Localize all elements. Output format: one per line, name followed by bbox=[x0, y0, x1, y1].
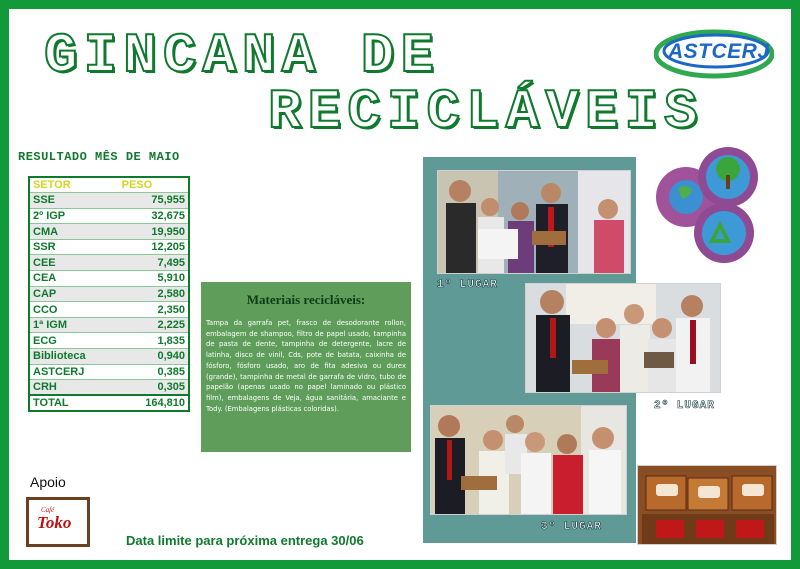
table-row bbox=[29, 364, 189, 380]
row-setor: 2º IGP bbox=[29, 208, 119, 224]
toko-name-text: Toko bbox=[37, 513, 72, 532]
row-peso: 0,385 bbox=[119, 364, 189, 380]
row-setor: CAP bbox=[29, 286, 119, 302]
deadline-text: Data limite para próxima entrega 30/06 bbox=[126, 533, 364, 548]
row-setor: 1ª IGM bbox=[29, 317, 119, 333]
total-value: 164,810 bbox=[119, 395, 189, 411]
table-row bbox=[29, 224, 189, 240]
row-setor: CMA bbox=[29, 224, 119, 240]
row-setor: CCO bbox=[29, 302, 119, 318]
row-peso: 0,305 bbox=[119, 380, 189, 396]
first-place-label: 1º LUGAR bbox=[437, 279, 498, 291]
total-label: TOTAL bbox=[29, 395, 119, 411]
astcerj-logo bbox=[654, 24, 774, 84]
materials-text: Tampa da garrafa pet, frasco de desodorante rollon, embalagem de shampoo, filtro de papel usado, tampinha de pasta de dente, tampinha de detergente, lacre de latinha, disco de vinil, Cds, pote de batata, caixinha de fósforo, fósforo usado, aro de fita adesiva ou durex (grande), tampinha de metal de garrafa de vidro, tubo de papelão (apenas usado no papel laminado ou plástico film), embalagens de Veja, água sanitária, amaciante e Tody. (Embalagens plásticas coloridas). bbox=[206, 319, 406, 413]
row-peso: 7,495 bbox=[119, 255, 189, 271]
recycle-icon bbox=[650, 145, 760, 275]
row-peso: 5,910 bbox=[119, 271, 189, 287]
row-peso: 0,940 bbox=[119, 349, 189, 365]
toko-products-photo bbox=[637, 465, 777, 545]
recycling-badges bbox=[650, 145, 760, 275]
row-setor: CEA bbox=[29, 271, 119, 287]
group-photo-image bbox=[526, 284, 721, 393]
row-peso: 75,955 bbox=[119, 193, 189, 209]
row-peso: 2,350 bbox=[119, 302, 189, 318]
third-place-label: 3º LUGAR bbox=[541, 521, 602, 533]
toko-cafe-text: Café bbox=[41, 506, 55, 514]
row-setor: SSE bbox=[29, 193, 119, 209]
title-line-2: RECICLÁVEIS bbox=[268, 80, 704, 144]
table-row bbox=[29, 380, 189, 396]
table-row bbox=[29, 208, 189, 224]
materials-title: Materiais recicláveis: bbox=[246, 292, 366, 307]
row-setor: CEE bbox=[29, 255, 119, 271]
title-line-1: GINCANA DE bbox=[44, 24, 441, 88]
table-row bbox=[29, 193, 189, 209]
materials-box bbox=[201, 282, 411, 452]
row-setor: Biblioteca bbox=[29, 349, 119, 365]
group-photo-image bbox=[431, 406, 627, 515]
row-setor: ASTCERJ bbox=[29, 364, 119, 380]
table-row bbox=[29, 255, 189, 271]
header-setor: SETOR bbox=[29, 177, 119, 193]
row-peso: 2,225 bbox=[119, 317, 189, 333]
group-photo-image bbox=[438, 171, 631, 274]
row-peso: 32,675 bbox=[119, 208, 189, 224]
row-peso: 1,835 bbox=[119, 333, 189, 349]
logo-text: ASTCERJ bbox=[668, 40, 770, 63]
table-row bbox=[29, 302, 189, 318]
table-row bbox=[29, 333, 189, 349]
first-place-photo bbox=[437, 170, 631, 274]
row-peso: 2,580 bbox=[119, 286, 189, 302]
table-header-row bbox=[29, 177, 189, 193]
second-place-label: 2º LUGAR bbox=[654, 400, 715, 412]
coffee-boxes-image bbox=[638, 466, 777, 545]
row-setor: SSR bbox=[29, 239, 119, 255]
table-row bbox=[29, 317, 189, 333]
table-total-row bbox=[29, 395, 189, 411]
results-table bbox=[28, 176, 190, 412]
row-peso: 12,205 bbox=[119, 239, 189, 255]
row-peso: 19,950 bbox=[119, 224, 189, 240]
second-place-photo bbox=[525, 283, 721, 393]
toko-logo bbox=[26, 497, 90, 547]
results-subtitle: RESULTADO MÊS DE MAIO bbox=[18, 150, 180, 164]
table-row bbox=[29, 349, 189, 365]
table-row bbox=[29, 271, 189, 287]
third-place-photo bbox=[430, 405, 627, 515]
apoio-label: Apoio bbox=[30, 474, 66, 490]
row-setor: CRH bbox=[29, 380, 119, 396]
table-row bbox=[29, 239, 189, 255]
table-row bbox=[29, 286, 189, 302]
row-setor: ECG bbox=[29, 333, 119, 349]
header-peso: PESO bbox=[119, 177, 189, 193]
